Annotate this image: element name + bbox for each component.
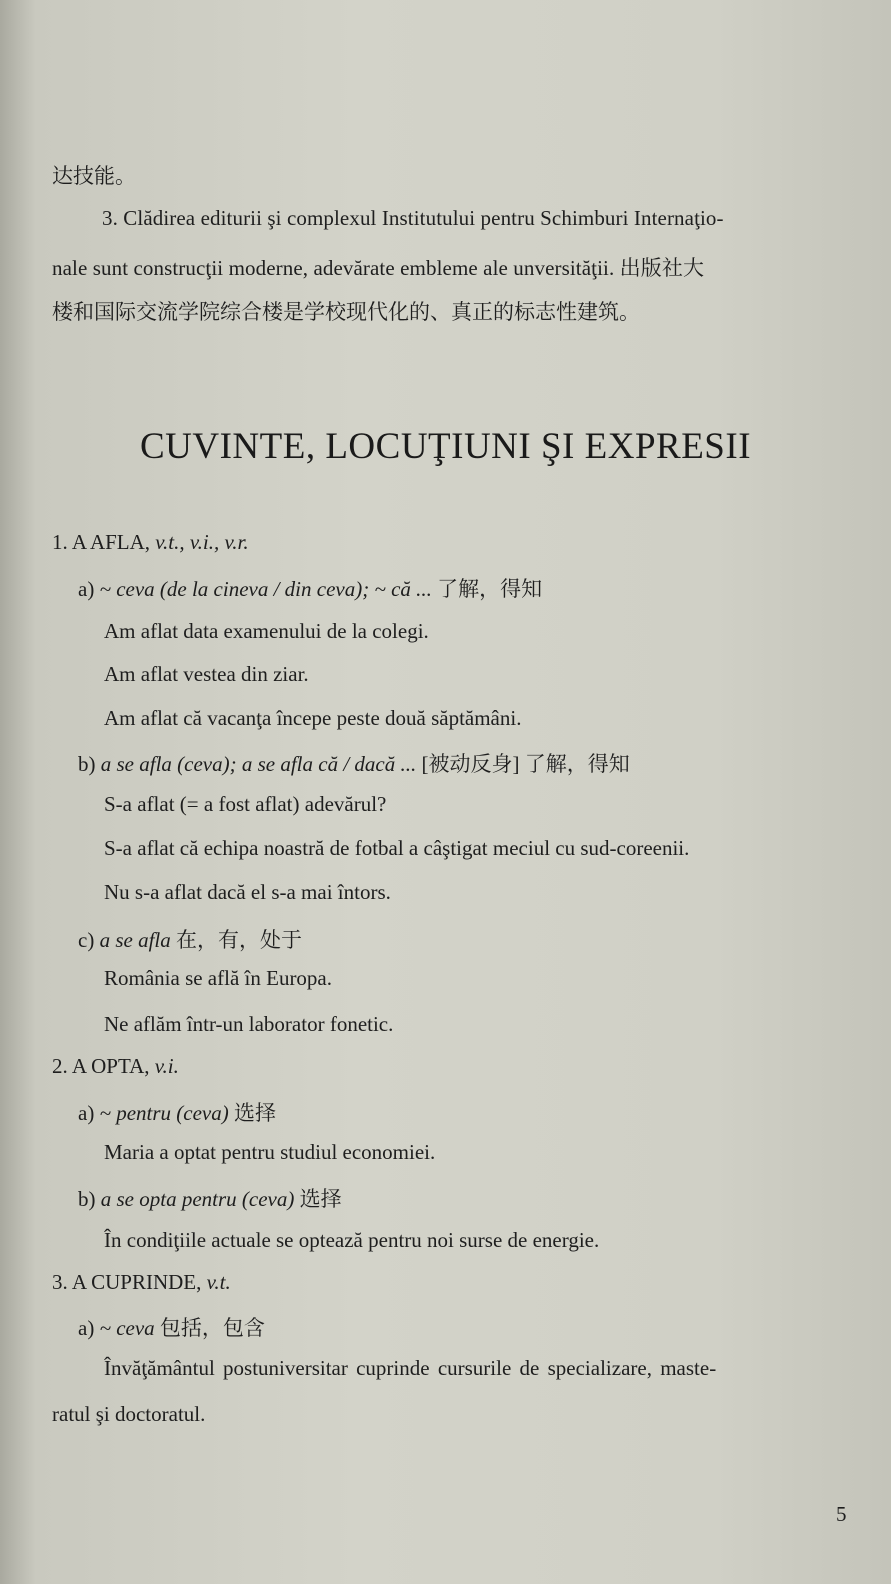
intro-line-3: nale sunt construcţii moderne, adevărate embleme ale unversităţii. 出版社大: [52, 256, 705, 280]
entry-3-title: [52, 1270, 231, 1295]
sense-label: c): [78, 928, 100, 952]
entry-3-sense-a: [78, 1312, 265, 1342]
sense-label: a): [78, 577, 100, 601]
entry-1-title: [52, 530, 249, 555]
sense-pattern: ~ ceva: [99, 1316, 155, 1340]
sense-pattern: a se opta pentru (ceva): [100, 1187, 295, 1211]
entry-1-sense-c: [78, 924, 302, 954]
example-sentence: Maria a optat pentru studiul economiei.: [104, 1140, 436, 1164]
sense-meaning: 包括，包含: [154, 1316, 265, 1340]
example-sentence: România se află în Europa.: [104, 966, 333, 990]
entry-2-title: [52, 1054, 179, 1079]
sense-label: a): [78, 1101, 100, 1125]
sense-pattern: ~ pentru (ceva): [99, 1101, 229, 1125]
intro-line-4: 楼和国际交流学院综合楼是学校现代化的、真正的标志性建筑。: [52, 300, 640, 324]
example-sentence: Nu s-a aflat dacă el s-a mai întors.: [104, 880, 391, 904]
sense-meaning: 了解，得知: [431, 577, 543, 601]
sense-pattern: a se afla: [99, 928, 171, 952]
sense-label: a): [78, 1316, 100, 1340]
entry-1-sense-a: [78, 573, 542, 603]
entry-title-text: 3. A CUPRINDE,: [52, 1270, 207, 1294]
sense-meaning: 在，有，处于: [170, 928, 302, 952]
entry-2-sense-a: [78, 1097, 276, 1127]
example-sentence: S-a aflat că echipa noastră de fotbal a câştigat meciul cu sud-coreenii.: [104, 836, 690, 860]
entry-grammar: v.i.: [154, 1054, 179, 1078]
example-sentence: S-a aflat (= a fost aflat) adevărul?: [104, 792, 387, 816]
example-sentence: Am aflat vestea din ziar.: [104, 662, 309, 686]
sense-meaning: 选择: [228, 1101, 276, 1125]
entry-title-text: 2. A OPTA,: [52, 1054, 155, 1078]
entry-grammar: v.t., v.i., v.r.: [155, 530, 249, 554]
sense-meaning: [被动反身] 了解，得知: [416, 752, 630, 776]
sense-label: b): [78, 1187, 101, 1211]
entry-2-sense-b: [78, 1183, 342, 1213]
page-number: 5: [836, 1502, 847, 1526]
entry-grammar: v.t.: [206, 1270, 231, 1294]
intro-line-2: 3. Clădirea editurii şi complexul Institutului pentru Schimburi Internaţio-: [102, 206, 724, 230]
example-sentence: În condiţiile actuale se optează pentru noi surse de energie.: [104, 1228, 600, 1252]
example-sentence: Am aflat că vacanţa începe peste două săptămâni.: [104, 706, 522, 730]
entry-1-sense-b: [78, 748, 630, 778]
sense-label: b): [78, 752, 101, 776]
section-heading: CUVINTE, LOCUŢIUNI ŞI EXPRESII: [139, 426, 752, 467]
sense-pattern: a se afla (ceva); a se afla că / dacă ...: [100, 752, 417, 776]
intro-line-1: 达技能。: [52, 164, 136, 188]
example-sentence: Învăţământul postuniversitar cuprinde cursurile de specializare, maste-: [104, 1356, 717, 1380]
entry-title-text: 1. A AFLA,: [52, 530, 156, 554]
sense-pattern: ~ ceva (de la cineva / din ceva); ~ că ...: [99, 577, 432, 601]
sense-meaning: 选择: [294, 1187, 342, 1211]
example-sentence: Am aflat data examenului de la colegi.: [104, 619, 429, 643]
example-sentence-continued: ratul şi doctoratul.: [52, 1402, 206, 1426]
example-sentence: Ne aflăm într-un laborator fonetic.: [104, 1012, 394, 1036]
